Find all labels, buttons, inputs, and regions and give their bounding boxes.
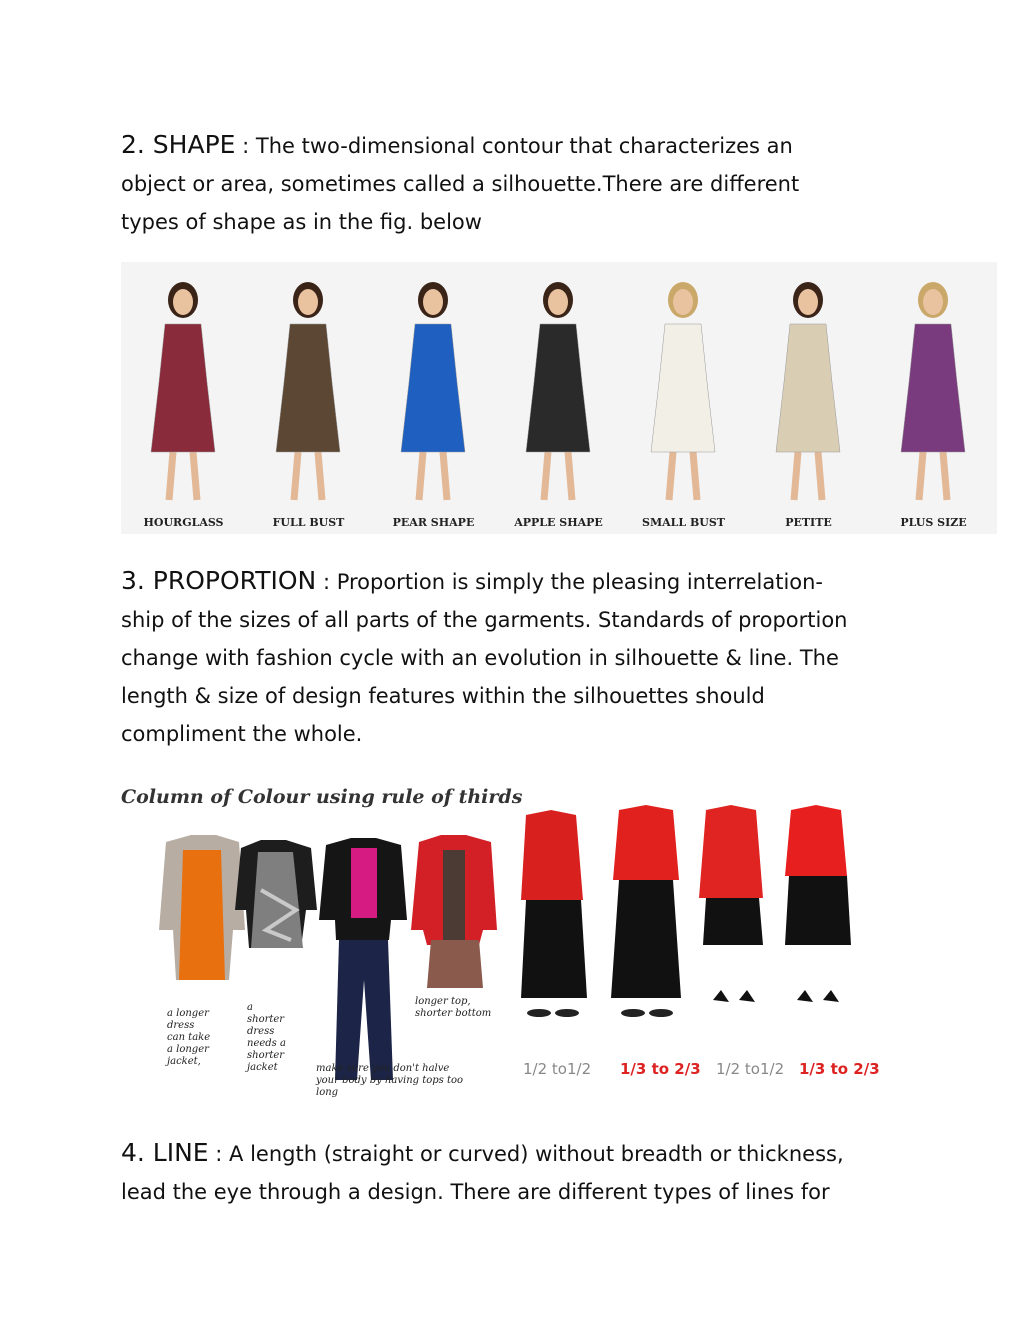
outfit-red-top-short-skirt-1 (699, 805, 763, 1002)
shape-line-3: types of shape as in the fig. below (121, 210, 482, 234)
model-hourglass (151, 282, 215, 500)
ratio-label-1: 1/2 to1/2 (523, 1060, 592, 1078)
line-line-1: : A length (straight or curved) without breadth or thickness, (208, 1142, 844, 1166)
model-petite (776, 282, 840, 500)
proportion-line-5: compliment the whole. (121, 722, 363, 746)
shape-label-pear: PEAR SHAPE (392, 516, 475, 529)
line-term: 4. LINE (121, 1138, 209, 1167)
line-line-2: lead the eye through a design. There are different types of lines for (121, 1180, 830, 1204)
proportion-paragraph (121, 562, 847, 753)
note-longer-dress: a longer dress can take a longer jacket, (167, 1008, 211, 1067)
shape-paragraph (121, 126, 799, 241)
shape-label-full-bust: FULL BUST (272, 516, 345, 529)
note-halve-body: make sure you don't halve your body by having tops too long (316, 1063, 464, 1098)
shape-label-apple: APPLE SHAPE (514, 516, 603, 529)
colour-figure-title: Column of Colour using rule of thirds (121, 786, 523, 808)
note-longer-top: longer top, shorter bottom (415, 996, 492, 1019)
shape-label-hourglass: HOURGLASS (143, 516, 224, 529)
body-shapes-illustration (121, 262, 997, 512)
model-plus-size (901, 282, 965, 500)
shape-label-petite: PETITE (785, 516, 832, 529)
shape-term: 2. SHAPE (121, 130, 236, 159)
body-shapes-figure (121, 262, 997, 534)
outfit-red-cardigan (411, 835, 497, 988)
ratio-label-4: 1/3 to 2/3 (799, 1060, 880, 1078)
line-paragraph (121, 1134, 844, 1211)
model-full-bust (276, 282, 340, 500)
outfit-red-top-short-skirt-2 (785, 805, 851, 1002)
outfit-red-top-long-skirt-2 (611, 805, 681, 1017)
shape-line-1: : The two-dimensional contour that characterizes an (235, 134, 793, 158)
proportion-term: 3. PROPORTION (121, 566, 317, 595)
model-small-bust (651, 282, 715, 500)
model-pear-shape (401, 282, 465, 500)
shape-label-small-bust: SMALL BUST (642, 516, 725, 529)
outfit-red-top-long-skirt-1 (521, 810, 587, 1017)
proportion-line-3: change with fashion cycle with an evolution in silhouette & line. The (121, 646, 839, 670)
outfit-jeans (319, 838, 407, 1080)
column-of-colour-figure (121, 780, 901, 1110)
note-shorter-dress: a shorter dress needs a shorter jacket (247, 1002, 286, 1073)
shape-line-2: object or area, sometimes called a silhouette.There are different (121, 172, 800, 196)
proportion-line-4: length & size of design features within the silhouettes should (121, 684, 765, 708)
proportion-line-2: ship of the sizes of all parts of the garments. Standards of proportion (121, 608, 848, 632)
proportion-line-1: : Proportion is simply the pleasing interrelation- (316, 570, 824, 594)
ratio-label-2: 1/3 to 2/3 (620, 1060, 701, 1078)
outfit-print-dress (235, 840, 317, 948)
outfit-orange-dress (159, 835, 245, 980)
ratio-label-3: 1/2 to1/2 (716, 1060, 785, 1078)
model-apple-shape (526, 282, 590, 500)
shape-label-plus-size: PLUS SIZE (900, 516, 967, 529)
